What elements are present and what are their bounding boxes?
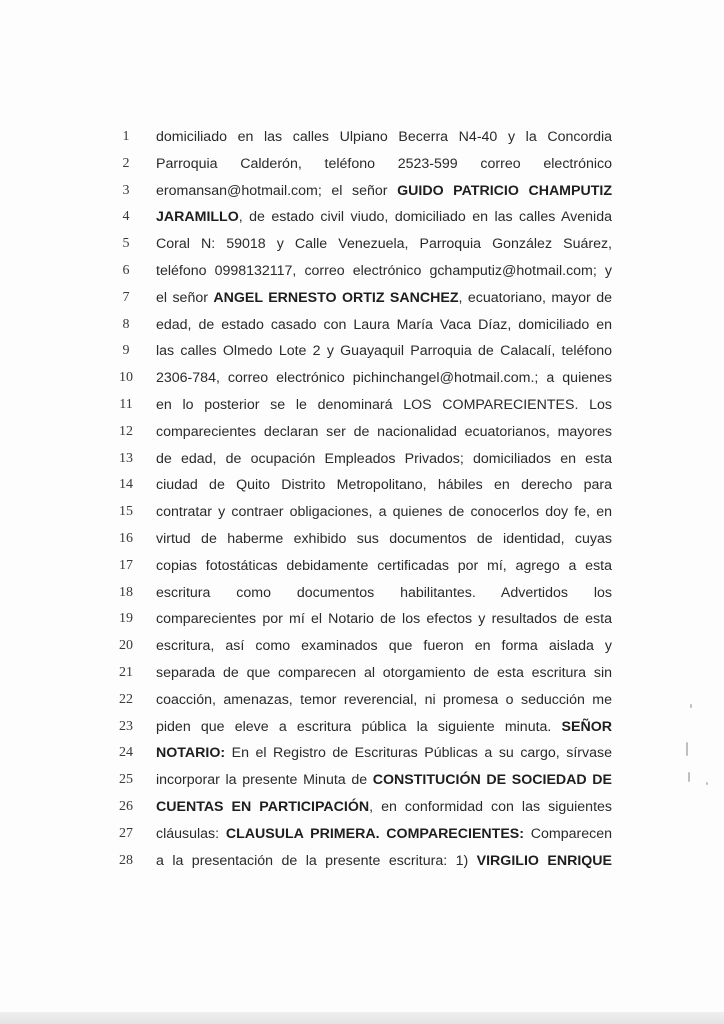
line-number: 28 [119, 852, 133, 868]
text-segment: coacción, amenazas, temor reverencial, ni promesa o seducción me [156, 691, 612, 708]
numbered-line [110, 553, 612, 580]
text-segment: cláusulas: [156, 825, 226, 842]
line-number: 27 [119, 825, 133, 841]
line-text [156, 204, 612, 231]
text-segment: Comparecen [523, 825, 612, 842]
text-segment: de edad, de ocupación Empleados Privados; domiciliados en esta [156, 450, 612, 467]
line-text [156, 660, 612, 687]
line-number: 10 [119, 370, 133, 386]
text-segment: separada de que comparecen al otorgamiento de esta escritura sin [156, 664, 612, 681]
line-number: 7 [122, 289, 130, 305]
line-text [156, 124, 612, 151]
line-text [156, 633, 612, 660]
line-number: 2 [122, 155, 130, 171]
line-text [156, 499, 612, 526]
numbered-line [110, 526, 612, 553]
text-segment: en lo posterior se le denominará LOS COMPARECIENTES. Los [156, 396, 612, 413]
line-number: 19 [119, 611, 133, 627]
line-number: 15 [119, 504, 133, 520]
text-segment: domiciliado en las calles Ulpiano Becerra N4-40 y la Concordia [156, 129, 612, 145]
numbered-line [110, 767, 612, 794]
notarial-deed-text [110, 124, 612, 874]
numbered-line [110, 285, 612, 312]
line-text [156, 258, 612, 285]
bold-text-segment: CONSTITUCIÓN DE SOCIEDAD DE [372, 772, 613, 789]
bold-text-segment: JARAMILLO [156, 209, 239, 226]
text-segment: piden que eleve a escritura pública la siguiente minuta. [156, 718, 562, 735]
numbered-line [110, 848, 612, 875]
scan-speck [688, 772, 690, 782]
numbered-line [110, 124, 612, 151]
bold-text-segment: ANGEL ERNESTO ORTIZ SANCHEZ [213, 289, 459, 306]
numbered-line [110, 472, 612, 499]
scan-speck [706, 782, 708, 785]
text-segment: incorporar la presente Minuta de [156, 772, 373, 789]
text-segment: eromansan@hotmail.com; el señor [156, 182, 398, 199]
line-number: 26 [119, 798, 133, 814]
text-segment: comparecientes por mí el Notario de los efectos y resultados de esta [156, 611, 612, 628]
line-text [156, 687, 612, 714]
text-segment: teléfono 0998132117, correo electrónico gchamputiz@hotmail.com; y [156, 262, 612, 279]
line-text [156, 526, 612, 553]
line-number: 16 [119, 530, 133, 546]
line-text [156, 767, 612, 794]
numbered-line [110, 231, 612, 258]
bold-text-segment: NOTARIO: [156, 745, 226, 762]
line-number: 12 [119, 423, 133, 439]
line-text [156, 178, 612, 205]
numbered-line [110, 204, 612, 231]
numbered-line [110, 392, 612, 419]
line-text [156, 231, 612, 258]
line-number: 11 [119, 396, 133, 412]
scan-speck [690, 704, 692, 708]
numbered-line [110, 178, 612, 205]
line-text [156, 151, 612, 178]
numbered-line [110, 365, 612, 392]
line-text [156, 580, 612, 607]
line-text [156, 472, 612, 499]
numbered-line [110, 606, 612, 633]
numbered-line [110, 151, 612, 178]
line-number: 8 [122, 316, 130, 332]
text-segment: 2306-784, correo electrónico pichinchangel@hotmail.com.; a quienes [156, 370, 612, 387]
text-segment: Parroquia Calderón, teléfono 2523-599 correo electrónico [156, 155, 612, 172]
line-text [156, 714, 612, 741]
line-number: 17 [119, 557, 133, 573]
text-segment: contratar y contraer obligaciones, a quienes de conocerlos doy fe, en [156, 504, 612, 521]
line-number: 3 [122, 182, 130, 198]
numbered-line [110, 312, 612, 339]
numbered-line [110, 687, 612, 714]
scan-bottom-edge [0, 1012, 724, 1024]
text-segment: Coral N: 59018 y Calle Venezuela, Parroquia González Suárez, [156, 236, 612, 253]
line-number: 9 [122, 343, 130, 359]
line-number: 5 [122, 236, 130, 252]
text-segment: ciudad de Quito Distrito Metropolitano, hábiles en derecho para [156, 477, 612, 494]
text-segment: el señor [156, 289, 214, 306]
line-number: 23 [119, 718, 133, 734]
line-number: 4 [122, 209, 130, 225]
line-number: 1 [122, 129, 130, 144]
line-number: 24 [119, 745, 133, 761]
line-number: 21 [119, 664, 133, 680]
numbered-line [110, 338, 612, 365]
line-text [156, 338, 612, 365]
line-text [156, 392, 612, 419]
bold-text-segment: VIRGILIO ENRIQUE [476, 852, 613, 869]
numbered-line [110, 419, 612, 446]
line-text [156, 446, 612, 473]
numbered-line [110, 740, 612, 767]
line-number: 22 [119, 691, 133, 707]
line-number: 18 [119, 584, 133, 600]
line-number: 25 [119, 772, 133, 788]
text-segment: edad, de estado casado con Laura María Vaca Díaz, domiciliado en [156, 316, 612, 333]
text-segment: , de estado civil viudo, domiciliado en las calles Avenida [238, 209, 612, 226]
line-number: 6 [122, 262, 130, 278]
line-text [156, 821, 612, 848]
line-text [156, 740, 612, 767]
bold-text-segment: GUIDO PATRICIO CHAMPUTIZ [397, 182, 612, 199]
line-text [156, 848, 612, 875]
numbered-line [110, 821, 612, 848]
text-segment: , en conformidad con las siguientes [369, 798, 612, 815]
text-segment: a la presentación de la presente escritura: 1) [156, 852, 477, 869]
text-segment: En el Registro de Escrituras Públicas a su cargo, sírvase [225, 745, 612, 762]
line-number: 20 [119, 638, 133, 654]
numbered-line [110, 794, 612, 821]
text-segment: escritura, así como examinados que fueron en forma aislada y [156, 638, 612, 655]
bold-text-segment: CUENTAS EN PARTICIPACIÓN [156, 798, 370, 815]
numbered-line [110, 580, 612, 607]
numbered-line [110, 714, 612, 741]
bold-text-segment: CLAUSULA PRIMERA. COMPARECIENTES: [225, 825, 524, 842]
line-text [156, 606, 612, 633]
line-text [156, 312, 612, 339]
line-text [156, 419, 612, 446]
line-text [156, 794, 612, 821]
line-text [156, 365, 612, 392]
bold-text-segment: SEÑOR [561, 718, 612, 735]
text-segment: comparecientes declaran ser de nacionalidad ecuatorianos, mayores [156, 423, 612, 440]
line-number: 14 [119, 477, 133, 493]
text-segment: , ecuatoriano, mayor de [458, 289, 612, 306]
line-text [156, 553, 612, 580]
numbered-line [110, 633, 612, 660]
line-number: 13 [119, 450, 133, 466]
text-segment: las calles Olmedo Lote 2 y Guayaquil Parroquia de Calacalí, teléfono [156, 343, 612, 360]
numbered-line [110, 446, 612, 473]
line-text [156, 285, 612, 312]
numbered-line [110, 660, 612, 687]
text-segment: escritura como documentos habilitantes. Advertidos los [156, 584, 612, 601]
numbered-line [110, 258, 612, 285]
scan-speck [686, 742, 688, 756]
numbered-line [110, 499, 612, 526]
text-segment: virtud de haberme exhibido sus documentos de identidad, cuyas [156, 530, 612, 547]
text-segment: copias fotostáticas debidamente certificadas por mí, agrego a esta [156, 557, 612, 574]
